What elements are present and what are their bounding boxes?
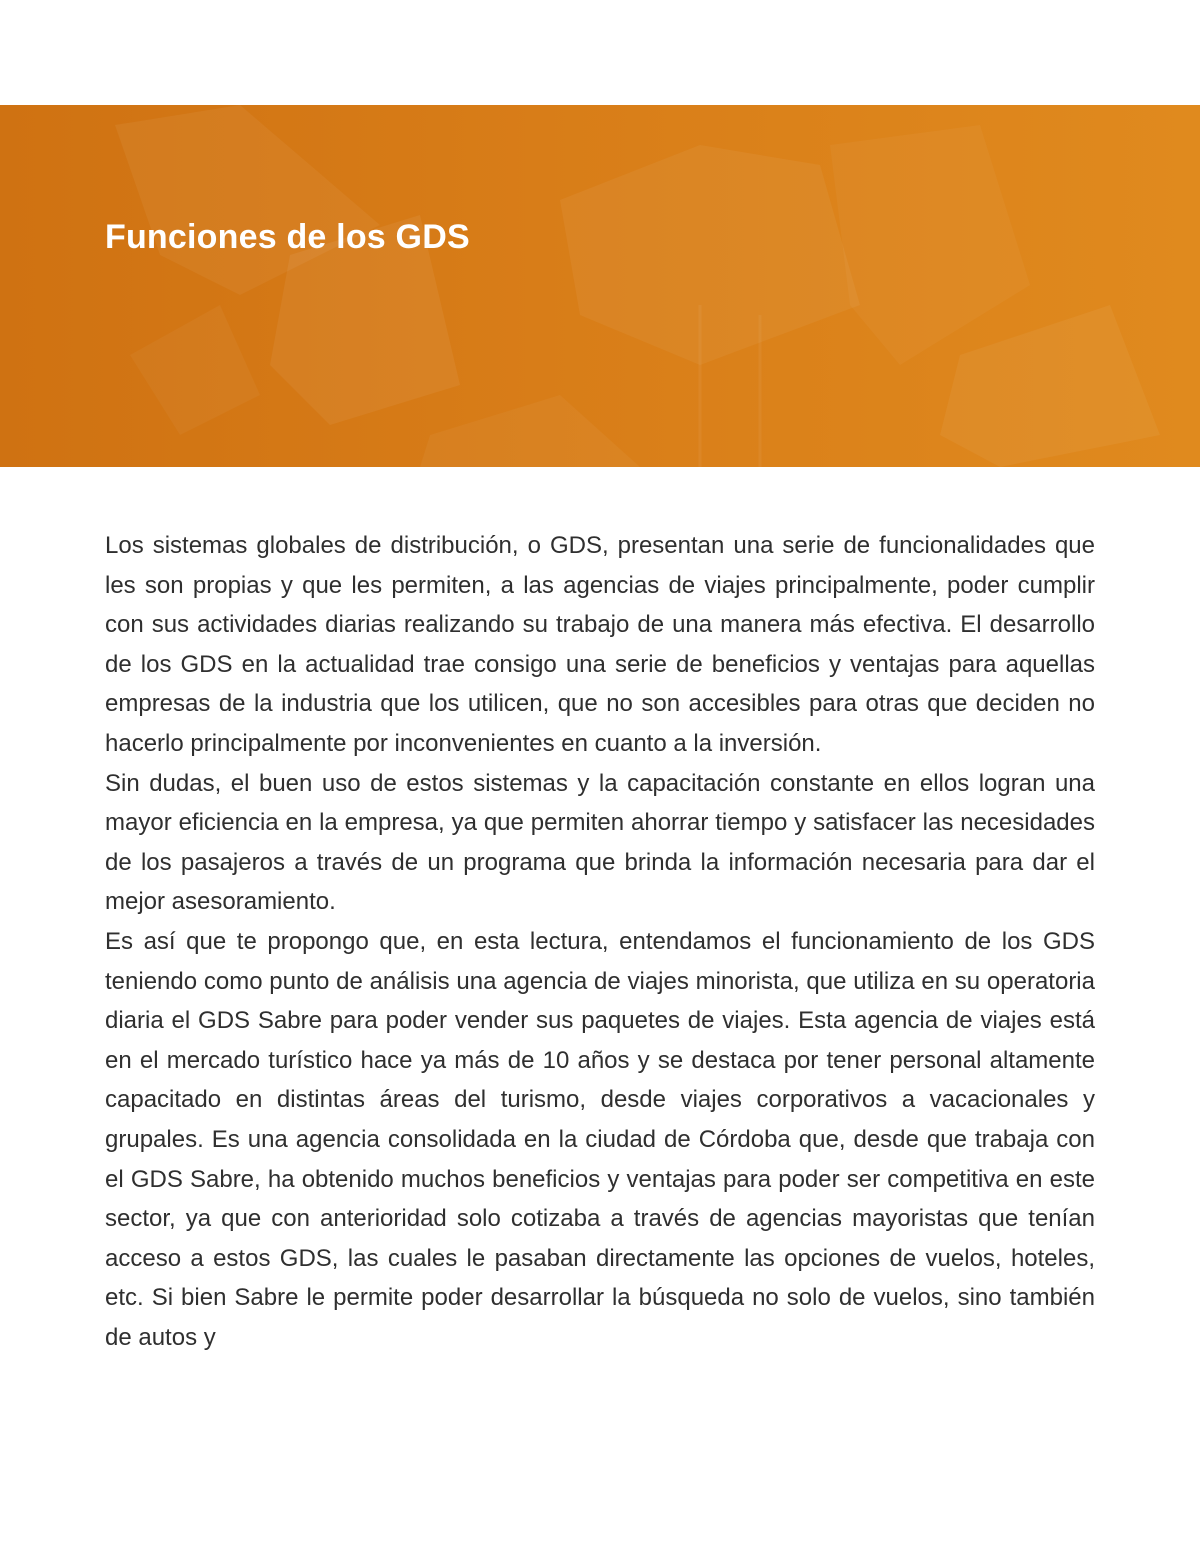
paragraph-3: Es así que te propongo que, en esta lectura, entendamos el funcionamiento de los GDS teniendo como punto de análisis una agencia de viajes minorista, que utiliza en su operatoria diaria el GDS Sabre para poder vender sus paquetes de viajes. Esta agencia de viajes está en el mercado turístico hace ya más de 10 años y se destaca por tener personal altamente capacitado en distintas áreas del turismo, desde viajes corporativos a vacacionales y grupales. Es una agencia consolidada en la ciudad de Córdoba que, desde que trabaja con el GDS Sabre, ha obtenido muchos beneficios y ventajas para poder ser competitiva en este sector, ya que con anterioridad solo cotizaba a través de agencias mayoristas que tenían acceso a estos GDS, las cuales le pasaban directamente las opciones de vuelos, hoteles, etc. Si bien Sabre le permite poder desarrollar la búsqueda no solo de vuelos, sino también de autos y	[105, 927, 1095, 1351]
body-text	[105, 526, 1095, 1357]
banner-background-image	[0, 105, 1200, 467]
paragraph-2: Sin dudas, el buen uso de estos sistemas y la capacitación constante en ellos logran una mayor eficiencia en la empresa, ya que permiten ahorrar tiempo y satisfacer las necesidades de los pasajeros a través de un programa que brinda la información necesaria para dar el mejor asesoramiento.	[105, 769, 1095, 916]
page-title: Funciones de los GDS	[105, 218, 470, 256]
header-banner	[0, 105, 1200, 467]
paragraph-1: Los sistemas globales de distribución, o GDS, presentan una serie de funcionalidades que les son propias y que les permiten, a las agencias de viajes principalmente, poder cumplir con sus actividades diarias realizando su trabajo de una manera más efectiva. El desarrollo de los GDS en la actualidad trae consigo una serie de beneficios y ventajas para aquellas empresas de la industria que los utilicen, que no son accesibles para otras que deciden no hacerlo principalmente por inconvenientes en cuanto a la inversión.	[105, 532, 1095, 757]
